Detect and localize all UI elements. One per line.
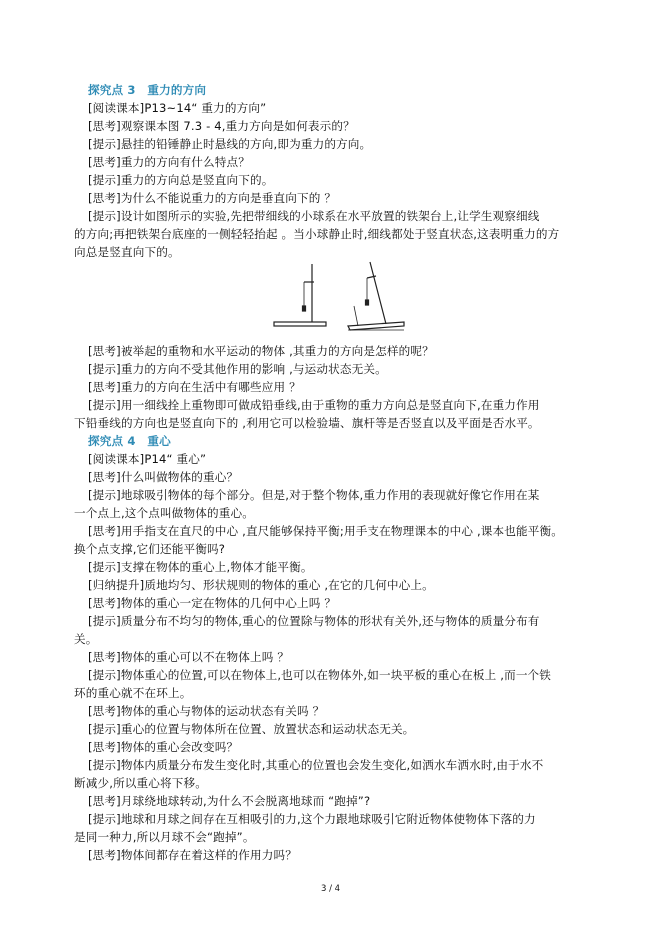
paragraph-continuation: 一个点上,这个点叫做物体的重心。 <box>74 506 254 520</box>
paragraph-continuation: 环的重心就不在环上。 <box>74 686 192 700</box>
tilted-stand <box>348 262 404 330</box>
think-line: [思考]重力的方向有什么特点？ <box>88 155 251 169</box>
think-line: [思考]观察课本图 7.3 - 4,重力方向是如何表示的？ <box>88 119 355 133</box>
paragraph-continuation: 是同一种力,所以月球不会“跑掉”。 <box>74 830 255 844</box>
think-line: [思考]为什么不能说重力的方向是垂直向下的 ？ <box>88 191 337 205</box>
paragraph-continuation: 向总是竖直向下的。 <box>74 245 180 259</box>
think-line: [思考]什么叫做物体的重心？ <box>88 470 239 484</box>
paragraph-continuation: 断减少,所以重心将下移。 <box>74 776 208 790</box>
level-stand <box>274 264 326 326</box>
think-line: [思考]物体的重心一定在物体的几何中心上吗 ？ <box>88 596 337 610</box>
read-textbook-line: [阅读课本]P14“ 重心” <box>88 452 207 466</box>
hint-line: [提示]悬挂的铅锤静止时悬线的方向,即为重力的方向。 <box>88 137 372 151</box>
hint-line: [提示]重心的位置与物体所在位置、放置状态和运动状态无关。 <box>88 722 415 736</box>
hint-line: [提示]支撑在物体的重心上,物体才能平衡。 <box>88 560 313 574</box>
summary-line: [归纳提升]质地均匀、形状规则的物体的重心 ,在它的几何中心上。 <box>88 578 434 592</box>
paragraph-continuation: 的方向;再把铁架台底座的一侧轻轻抬起 。当小球静止时,细线都处于竖直状态,这表明重力的方 <box>74 227 560 241</box>
paragraph-continuation: 换个点支撑,它们还能平衡吗? <box>74 542 226 556</box>
hint-line: [提示]质量分布不均匀的物体,重心的位置除与物体的形状有关外,还与物体的质量分布有 <box>88 614 540 628</box>
hint-line: [提示]物体内质量分布发生变化时,其重心的位置也会发生变化,如洒水车洒水时,由于水不 <box>88 758 544 772</box>
think-line: [思考]被举起的重物和水平运动的物体 ,其重力的方向是怎样的呢？ <box>88 344 434 358</box>
think-line: [思考]用手指支在直尺的中心 ,直尺能够保持平衡;用手支在物理课本的中心 ,课本也能平衡。 <box>88 524 564 538</box>
think-line: [思考]物体的重心会改变吗？ <box>88 740 239 754</box>
think-line: [思考]物体的重心与物体的运动状态有关吗 ？ <box>88 704 325 718</box>
read-textbook-line: [阅读课本]P13~14“ 重力的方向” <box>88 101 267 115</box>
hint-line: [提示]物体重心的位置,可以在物体上,也可以在物体外,如一块平板的重心在板上 ,而一个铁 <box>88 668 552 682</box>
hint-line: [提示]重力的方向总是竖直向下的。 <box>88 173 274 187</box>
hint-line: [提示]重力的方向不受其他作用的影响 ,与运动状态无关。 <box>88 362 387 376</box>
hint-line: [提示]地球吸引物体的每个部分。但是,对于整个物体,重力作用的表现就好像它作用在某 <box>88 488 540 502</box>
iron-stand-experiment-figure <box>270 256 406 334</box>
hint-line: [提示]用一细线拴上重物即可做成铅垂线,由于重物的重力方向总是竖直向下,在重力作用 <box>88 398 540 412</box>
think-line: [思考]月球绕地球转动,为什么不会脱离地球而 “跑掉”? <box>88 794 371 808</box>
paragraph-continuation: 下铅垂线的方向也是竖直向下的 ,利用它可以检验墙、旗杆等是否竖直以及平面是否水平。 <box>74 416 540 430</box>
hint-line: [提示]地球和月球之间存在互相吸引的力,这个力跟地球吸引它附近物体使物体下落的力 <box>88 812 536 826</box>
think-line: [思考]物体间都存在着这样的作用力吗？ <box>88 848 297 862</box>
section-heading-4: 探究点 4 重心 <box>88 434 171 448</box>
think-line: [思考]物体的重心可以不在物体上吗 ？ <box>88 650 290 664</box>
hint-line: [提示]设计如图所示的实验,先把带细线的小球系在水平放置的铁架台上,让学生观察细线 <box>88 209 540 223</box>
section-heading-3: 探究点 3 重力的方向 <box>88 83 207 97</box>
think-line: [思考]重力的方向在生活中有哪些应用 ？ <box>88 380 301 394</box>
paragraph-continuation: 关。 <box>74 632 98 646</box>
page-number: 3 / 4 <box>320 884 341 894</box>
